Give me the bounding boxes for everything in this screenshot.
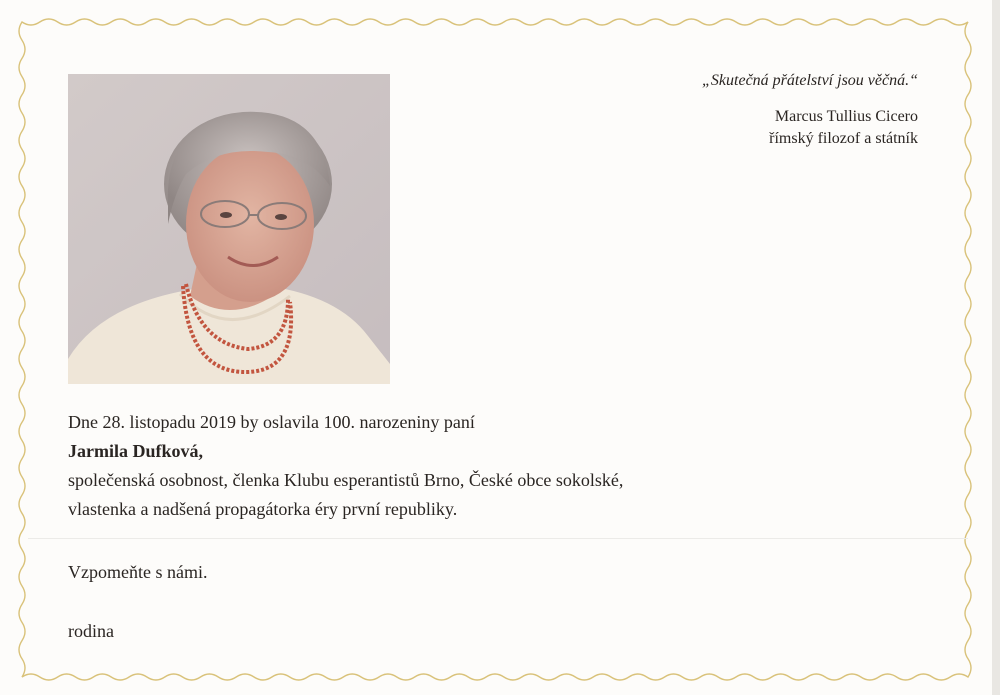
announcement-line: vlastenka a nadšená propagátorka éry první republiky. bbox=[68, 499, 458, 519]
deceased-name: Jarmila Dufková, bbox=[68, 441, 203, 461]
quote-block bbox=[702, 70, 918, 150]
fold-line bbox=[28, 538, 968, 539]
announcement-text bbox=[68, 408, 623, 524]
quote-author-title: římský filozof a státník bbox=[769, 130, 918, 147]
quote-text: „Skutečná přátelství jsou věčná.“ bbox=[702, 72, 918, 89]
announcement-line: Dne 28. listopadu 2019 by oslavila 100. narozeniny paní bbox=[68, 412, 475, 432]
signature-text: rodina bbox=[68, 621, 114, 641]
quote-author: Marcus Tullius Cicero bbox=[774, 108, 918, 125]
closing-text: Vzpomeňte s námi. bbox=[68, 562, 208, 582]
announcement-line: společenská osobnost, členka Klubu esperantistů Brno, České obce sokolské, bbox=[68, 470, 624, 490]
portrait-photo bbox=[68, 74, 390, 384]
